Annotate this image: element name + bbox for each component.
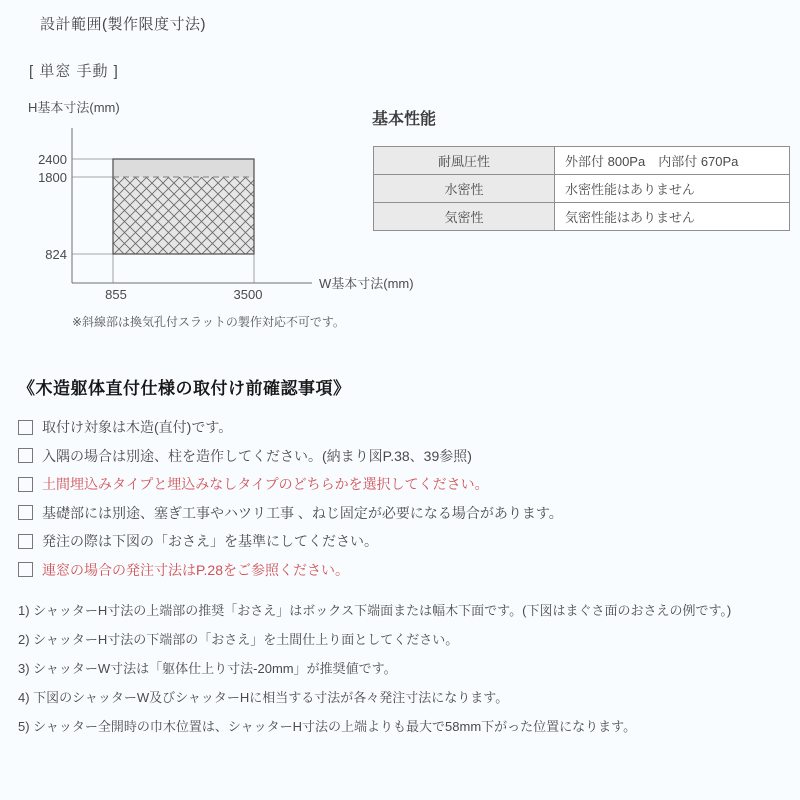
checklist-item — [18, 499, 563, 528]
checklist-item — [18, 442, 563, 471]
checklist-item — [18, 527, 563, 556]
checklist-item — [18, 470, 563, 499]
note-line-5: 5) シャッター全開時の巾木位置は、シャッターH寸法の上端よりも最大で58mm下がった位置になります。 — [18, 719, 637, 734]
checklist-item-label: 基礎部には別途、塞ぎ工事やハツリ工事 、ねじ固定が必要になる場合があります。 — [42, 504, 563, 521]
note-line-4: 4) 下図のシャッターW及びシャッターHに相当する寸法が各々発注寸法になります。 — [18, 690, 509, 705]
checkbox[interactable] — [18, 534, 33, 549]
hatch-note: ※斜線部は換気孔付スラットの製作対応不可です。 — [72, 315, 345, 329]
checkbox[interactable] — [18, 562, 33, 577]
checklist-item-label: 連窓の場合の発注寸法はP.28をご参照ください。 — [42, 561, 349, 578]
x-tick-3500: 3500 — [233, 287, 263, 302]
perf-value-air: 気密性能はありません — [555, 203, 790, 231]
hatched-region — [113, 177, 254, 254]
ordering-notes — [18, 595, 731, 740]
perf-value-wind: 外部付 800Pa 内部付 670Pa — [555, 147, 790, 175]
upper-band-region — [113, 159, 254, 177]
checklist-heading: 《木造躯体直付仕様の取付け前確認事項》 — [18, 379, 351, 398]
checkbox[interactable] — [18, 448, 33, 463]
y-axis-title: H基本寸法(mm) — [28, 100, 120, 115]
checklist-item-label: 発注の際は下図の「おさえ」を基準にしてください。 — [42, 533, 378, 550]
perf-label-wind: 耐風圧性 — [374, 147, 555, 175]
note-line-1: 1) シャッターH寸法の上端部の推奨「おさえ」はボックス下端面または幅木下面です。(下図はまぐさ面のおさえの例です。) — [18, 603, 732, 618]
table-row — [374, 147, 790, 175]
window-type-label: [ 単窓 手動 ] — [29, 63, 119, 80]
performance-table — [373, 146, 790, 231]
checklist-item-label: 土間埋込みタイプと埋込みなしタイプのどちらかを選択してください。 — [42, 476, 489, 493]
perf-label-air: 気密性 — [374, 203, 555, 231]
page-title: 設計範囲(製作限度寸法) — [40, 16, 206, 33]
checkbox[interactable] — [18, 505, 33, 520]
checklist-item — [18, 556, 563, 585]
checklist-item-label: 入隅の場合は別途、柱を造作してください。(納まり図P.38、39参照) — [42, 447, 472, 464]
note-line-2: 2) シャッターH寸法の下端部の「おさえ」を土間仕上り面としてください。 — [18, 632, 459, 647]
y-tick-1800: 1800 — [38, 170, 67, 185]
table-row — [374, 175, 790, 203]
pre-install-checklist — [18, 413, 563, 584]
note-line-3: 3) シャッターW寸法は「躯体仕上り寸法-20mm」が推奨値です。 — [18, 661, 397, 676]
perf-value-water: 水密性能はありません — [555, 175, 790, 203]
y-tick-824: 824 — [45, 247, 67, 262]
y-tick-2400: 2400 — [38, 152, 67, 167]
perf-label-water: 水密性 — [374, 175, 555, 203]
table-row — [374, 203, 790, 231]
checkbox[interactable] — [18, 477, 33, 492]
performance-heading: 基本性能 — [372, 111, 437, 128]
x-tick-855: 855 — [105, 287, 127, 302]
checklist-item — [18, 413, 563, 442]
x-axis-title: W基本寸法(mm) — [319, 276, 414, 291]
checklist-item-label: 取付け対象は木造(直付)です。 — [42, 419, 233, 436]
checkbox[interactable] — [18, 420, 33, 435]
